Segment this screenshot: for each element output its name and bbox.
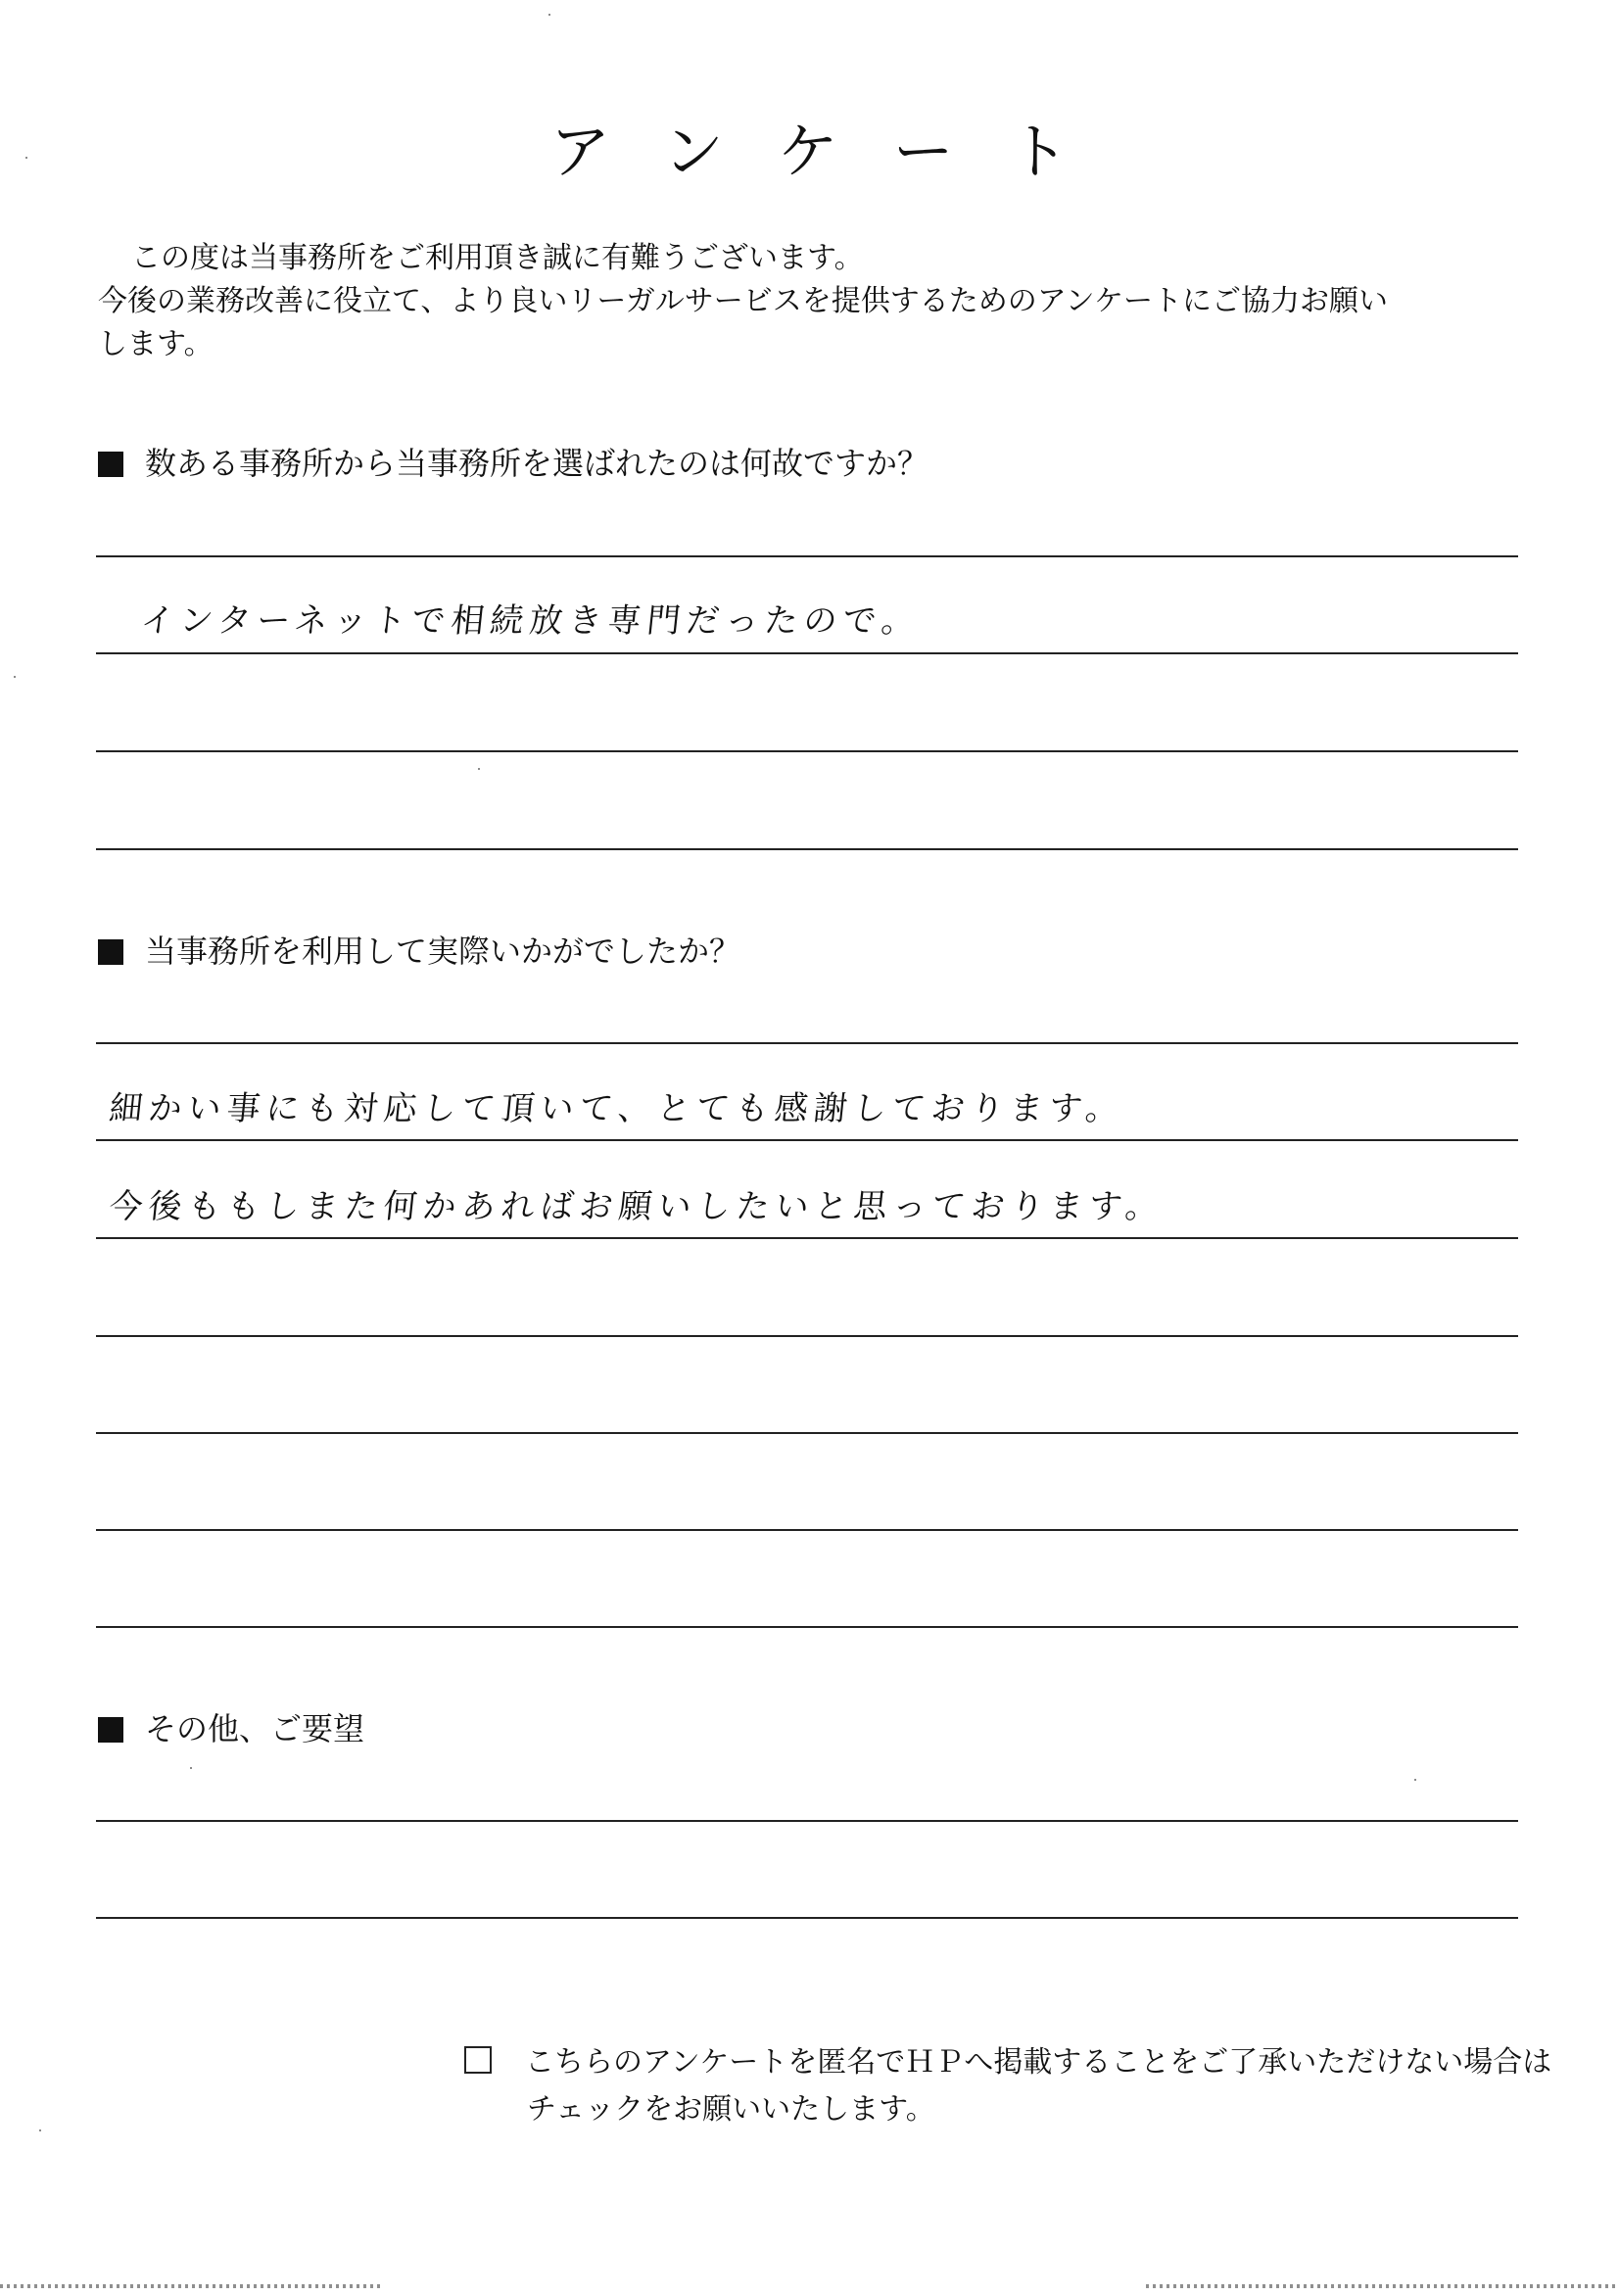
answer-line (96, 1335, 1518, 1337)
answer-line (96, 1820, 1518, 1822)
consent-row (464, 2039, 1551, 2133)
question-1 (98, 439, 929, 484)
anonymous-consent-checkbox[interactable] (464, 2046, 492, 2074)
answer-line (96, 1139, 1518, 1141)
square-bullet-icon (98, 452, 123, 477)
scan-speck (1414, 1779, 1416, 1781)
square-bullet-icon (98, 1717, 123, 1743)
question-label: 当事務所を利用して実際いかがでしたか？ (145, 933, 741, 970)
question-label: その他、ご要望 (145, 1710, 365, 1747)
answer-line (96, 1237, 1518, 1239)
answer-line (96, 1432, 1518, 1434)
scan-speck (190, 1767, 192, 1769)
scan-edge-noise (0, 2284, 382, 2288)
consent-text: こちらのアンケートを匿名でＨＰへ掲載することをご了承いただけない場合は (525, 2045, 1552, 2080)
question-label: 数ある事務所から当事務所を選ばれたのは何故ですか？ (145, 445, 929, 482)
question-3 (98, 1704, 364, 1749)
consent-text: チェックをお願いいたします。 (527, 2092, 935, 2127)
answer-line (96, 848, 1518, 850)
intro-line: します。 (98, 327, 214, 361)
handwritten-answer: 今後ももしまた何かあればお願いしたいと思っております。 (107, 1187, 1167, 1226)
intro-line: 今後の業務改善に役立て、より良いリーガルサービスを提供するためのアンケートにご協力お願い (98, 284, 1388, 318)
question-2 (98, 927, 740, 972)
answer-line (96, 750, 1518, 752)
answer-line (96, 1042, 1518, 1044)
handwritten-answer: 細かい事にも対応して頂いて、とても感謝しております。 (107, 1089, 1127, 1128)
answer-line (96, 1529, 1518, 1531)
scan-edge-noise (1146, 2284, 1619, 2288)
survey-title: アンケート (549, 116, 1124, 187)
intro-text (98, 237, 1538, 366)
answer-line (96, 555, 1518, 557)
scan-speck (14, 676, 16, 678)
scan-speck (25, 157, 27, 159)
answer-line (96, 1626, 1518, 1628)
scan-speck (478, 768, 480, 770)
scan-speck (39, 2129, 41, 2131)
square-bullet-icon (98, 939, 123, 965)
scan-speck (548, 14, 550, 16)
answer-line (96, 652, 1518, 654)
handwritten-answer: インターネットで相続放き専門だったので。 (138, 601, 923, 641)
answer-line (96, 1917, 1518, 1919)
intro-line: この度は当事務所をご利用頂き誠に有難うございます。 (131, 241, 864, 275)
